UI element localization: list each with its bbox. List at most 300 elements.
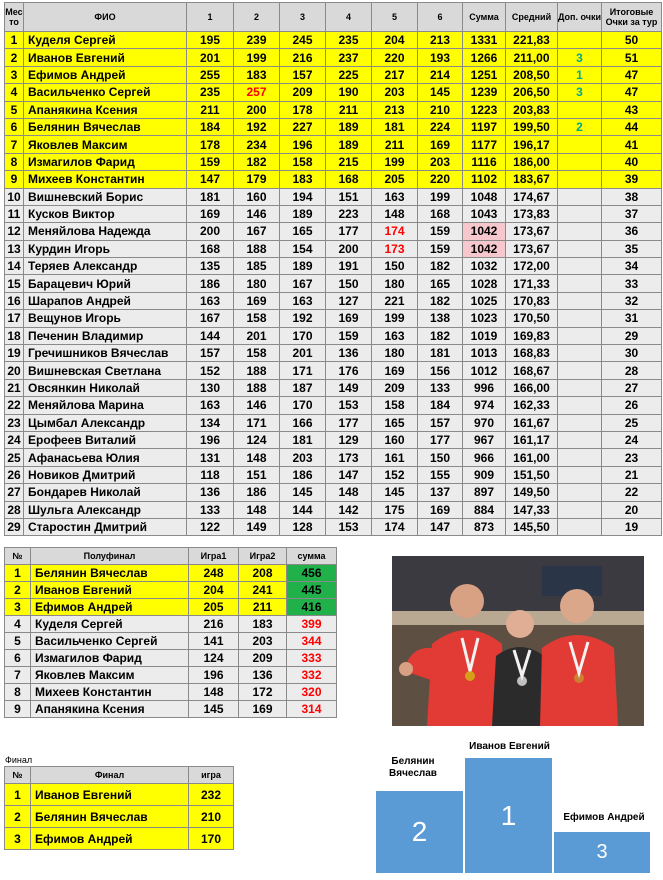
name-cell: Куделя Сергей: [24, 32, 187, 49]
final-name-cell: Иванов Евгений: [31, 784, 189, 806]
game-2-cell: 239: [234, 32, 280, 49]
name-cell: Гречишников Вячеслав: [24, 345, 187, 362]
semifinal-game-1-cell: 124: [189, 650, 239, 667]
place-cell: 15: [5, 275, 24, 292]
game-5-cell: 150: [372, 258, 418, 275]
semifinal-game-1-cell: 196: [189, 667, 239, 684]
standings-row: [5, 118, 662, 135]
semifinal-game-1-cell: 148: [189, 684, 239, 701]
semifinal-game-1-cell: 205: [189, 599, 239, 616]
name-cell: Барацевич Юрий: [24, 275, 187, 292]
final-row: [5, 806, 234, 828]
bonus-cell: [558, 153, 602, 170]
total-cell: 50: [602, 32, 662, 49]
game-1-cell: 195: [187, 32, 234, 49]
semifinal-game-2-cell: 136: [239, 667, 287, 684]
average-cell: 166,00: [506, 379, 558, 396]
game-5-cell: 173: [372, 240, 418, 257]
bonus-cell: [558, 136, 602, 153]
game-4-cell: 169: [326, 310, 372, 327]
game-2-cell: 180: [234, 275, 280, 292]
game-2-cell: 148: [234, 449, 280, 466]
game-1-cell: 136: [187, 484, 234, 501]
game-1-cell: 181: [187, 188, 234, 205]
final-place-cell: 2: [5, 806, 31, 828]
game-5-cell: 152: [372, 466, 418, 483]
header-name: ФИО: [24, 3, 187, 32]
total-cell: 36: [602, 223, 662, 240]
standings-row: [5, 466, 662, 483]
sum-cell: 1043: [463, 205, 506, 222]
semifinal-name-cell: Белянин Вячеслав: [31, 565, 189, 582]
game-1-cell: 196: [187, 431, 234, 448]
name-cell: Ефимов Андрей: [24, 66, 187, 83]
game-4-cell: 215: [326, 153, 372, 170]
header-game-6: 6: [418, 3, 463, 32]
semifinal-place-cell: 8: [5, 684, 31, 701]
sum-cell: 1023: [463, 310, 506, 327]
total-cell: 41: [602, 136, 662, 153]
semifinal-game-2-cell: 183: [239, 616, 287, 633]
game-4-cell: 136: [326, 345, 372, 362]
game-6-cell: 145: [418, 84, 463, 101]
standings-row: [5, 66, 662, 83]
game-1-cell: 169: [187, 205, 234, 222]
standings-row: [5, 275, 662, 292]
game-3-cell: 227: [280, 118, 326, 135]
standings-row: [5, 136, 662, 153]
podium-second-name: Белянин Вячеслав: [389, 756, 437, 779]
game-2-cell: 188: [234, 379, 280, 396]
game-4-cell: 153: [326, 518, 372, 535]
header-game-5: 5: [372, 3, 418, 32]
game-3-cell: 158: [280, 153, 326, 170]
name-cell: Шарапов Андрей: [24, 292, 187, 309]
game-3-cell: 192: [280, 310, 326, 327]
game-1-cell: 163: [187, 292, 234, 309]
header-bonus: Доп. очки: [558, 3, 602, 32]
game-2-cell: 234: [234, 136, 280, 153]
game-4-cell: 189: [326, 136, 372, 153]
game-6-cell: 155: [418, 466, 463, 483]
game-6-cell: 169: [418, 501, 463, 518]
place-cell: 16: [5, 292, 24, 309]
bonus-cell: [558, 484, 602, 501]
bonus-cell: [558, 205, 602, 222]
game-3-cell: 154: [280, 240, 326, 257]
place-cell: 28: [5, 501, 24, 518]
name-cell: Иванов Евгений: [24, 49, 187, 66]
standings-row: [5, 431, 662, 448]
sum-cell: 1048: [463, 188, 506, 205]
total-cell: 40: [602, 153, 662, 170]
game-5-cell: 148: [372, 205, 418, 222]
semifinal-game-2-cell: 169: [239, 701, 287, 718]
bonus-cell: [558, 310, 602, 327]
bonus-cell: [558, 292, 602, 309]
place-cell: 2: [5, 49, 24, 66]
semifinal-header-name: Полуфинал: [31, 548, 189, 565]
average-cell: 183,67: [506, 171, 558, 188]
winners-photo-illustration: [392, 556, 644, 726]
bonus-cell: [558, 379, 602, 396]
game-6-cell: 165: [418, 275, 463, 292]
name-cell: Вишневский Борис: [24, 188, 187, 205]
game-5-cell: 145: [372, 484, 418, 501]
game-1-cell: 133: [187, 501, 234, 518]
game-6-cell: 137: [418, 484, 463, 501]
bonus-cell: [558, 414, 602, 431]
semifinal-game-1-cell: 248: [189, 565, 239, 582]
final-name-cell: Ефимов Андрей: [31, 828, 189, 850]
game-5-cell: 174: [372, 223, 418, 240]
game-3-cell: 201: [280, 345, 326, 362]
game-2-cell: 199: [234, 49, 280, 66]
average-cell: 161,17: [506, 431, 558, 448]
game-1-cell: 157: [187, 345, 234, 362]
header-sum: Сумма: [463, 3, 506, 32]
header-game-1: 1: [187, 3, 234, 32]
header-place: Мес то: [5, 3, 24, 32]
semifinal-name-cell: Апанякина Ксения: [31, 701, 189, 718]
game-6-cell: 159: [418, 240, 463, 257]
game-3-cell: 216: [280, 49, 326, 66]
sum-cell: 966: [463, 449, 506, 466]
bonus-cell: [558, 275, 602, 292]
name-cell: Курдин Игорь: [24, 240, 187, 257]
sum-cell: 1239: [463, 84, 506, 101]
game-6-cell: 210: [418, 101, 463, 118]
semifinal-sum-cell: 399: [287, 616, 337, 633]
podium-first-name: Иванов Евгений: [469, 741, 550, 752]
game-4-cell: 237: [326, 49, 372, 66]
standings-row: [5, 101, 662, 118]
game-2-cell: 188: [234, 240, 280, 257]
game-4-cell: 235: [326, 32, 372, 49]
sum-cell: 1223: [463, 101, 506, 118]
sum-cell: 1266: [463, 49, 506, 66]
game-3-cell: 166: [280, 414, 326, 431]
total-cell: 51: [602, 49, 662, 66]
game-4-cell: 148: [326, 484, 372, 501]
game-1-cell: 163: [187, 397, 234, 414]
game-2-cell: 148: [234, 501, 280, 518]
name-cell: Измагилов Фарид: [24, 153, 187, 170]
semifinal-header-place: №: [5, 548, 31, 565]
podium-second-number: 2: [411, 816, 428, 847]
game-1-cell: 130: [187, 379, 234, 396]
game-2-cell: 160: [234, 188, 280, 205]
game-1-cell: 255: [187, 66, 234, 83]
place-cell: 25: [5, 449, 24, 466]
average-cell: 147,33: [506, 501, 558, 518]
name-cell: Апанякина Ксения: [24, 101, 187, 118]
average-cell: 149,50: [506, 484, 558, 501]
bonus-cell: [558, 188, 602, 205]
sum-cell: 1019: [463, 327, 506, 344]
bonus-cell: [558, 362, 602, 379]
game-3-cell: 170: [280, 327, 326, 344]
standings-row: [5, 327, 662, 344]
game-3-cell: 187: [280, 379, 326, 396]
game-2-cell: 201: [234, 327, 280, 344]
game-4-cell: 142: [326, 501, 372, 518]
semifinal-name-cell: Куделя Сергей: [31, 616, 189, 633]
game-1-cell: 186: [187, 275, 234, 292]
average-cell: 206,50: [506, 84, 558, 101]
game-2-cell: 169: [234, 292, 280, 309]
sum-cell: 1042: [463, 240, 506, 257]
bonus-cell: [558, 397, 602, 414]
game-4-cell: 151: [326, 188, 372, 205]
sum-cell: 1102: [463, 171, 506, 188]
semifinal-game-1-cell: 141: [189, 633, 239, 650]
bonus-cell: [558, 32, 602, 49]
semifinal-row: [5, 650, 337, 667]
winners-photo: [392, 556, 644, 726]
game-6-cell: 224: [418, 118, 463, 135]
standings-row: [5, 310, 662, 327]
game-1-cell: 178: [187, 136, 234, 153]
game-2-cell: 167: [234, 223, 280, 240]
total-cell: 23: [602, 449, 662, 466]
sum-cell: 1042: [463, 223, 506, 240]
average-cell: 186,00: [506, 153, 558, 170]
total-cell: 35: [602, 240, 662, 257]
game-2-cell: 158: [234, 310, 280, 327]
sum-cell: 1197: [463, 118, 506, 135]
name-cell: Шульга Александр: [24, 501, 187, 518]
game-3-cell: 171: [280, 362, 326, 379]
semifinal-place-cell: 2: [5, 582, 31, 599]
game-5-cell: 160: [372, 431, 418, 448]
place-cell: 13: [5, 240, 24, 257]
game-2-cell: 186: [234, 484, 280, 501]
average-cell: 211,00: [506, 49, 558, 66]
total-cell: 33: [602, 275, 662, 292]
place-cell: 10: [5, 188, 24, 205]
place-cell: 14: [5, 258, 24, 275]
place-cell: 20: [5, 362, 24, 379]
header-average: Средний: [506, 3, 558, 32]
average-cell: 145,50: [506, 518, 558, 535]
bonus-cell: 2: [558, 118, 602, 135]
total-cell: 27: [602, 379, 662, 396]
game-6-cell: 203: [418, 153, 463, 170]
game-5-cell: 217: [372, 66, 418, 83]
place-cell: 8: [5, 153, 24, 170]
game-4-cell: 225: [326, 66, 372, 83]
game-4-cell: 223: [326, 205, 372, 222]
game-5-cell: 199: [372, 153, 418, 170]
place-cell: 21: [5, 379, 24, 396]
semifinal-game-1-cell: 204: [189, 582, 239, 599]
semifinal-sum-cell: 445: [287, 582, 337, 599]
semifinal-place-cell: 1: [5, 565, 31, 582]
place-cell: 1: [5, 32, 24, 49]
place-cell: 22: [5, 397, 24, 414]
standings-row: [5, 188, 662, 205]
semifinal-name-cell: Иванов Евгений: [31, 582, 189, 599]
average-cell: 151,50: [506, 466, 558, 483]
sum-cell: 1028: [463, 275, 506, 292]
game-3-cell: 209: [280, 84, 326, 101]
game-3-cell: 145: [280, 484, 326, 501]
place-cell: 11: [5, 205, 24, 222]
podium-third-number: 3: [596, 841, 608, 863]
game-4-cell: 176: [326, 362, 372, 379]
name-cell: Теряев Александр: [24, 258, 187, 275]
game-4-cell: 159: [326, 327, 372, 344]
name-cell: Вишневская Светлана: [24, 362, 187, 379]
semifinal-place-cell: 6: [5, 650, 31, 667]
standings-row: [5, 153, 662, 170]
semifinal-sum-cell: 333: [287, 650, 337, 667]
game-3-cell: 178: [280, 101, 326, 118]
name-cell: Васильченко Сергей: [24, 84, 187, 101]
game-5-cell: 205: [372, 171, 418, 188]
total-cell: 21: [602, 466, 662, 483]
game-4-cell: 173: [326, 449, 372, 466]
total-cell: 20: [602, 501, 662, 518]
standings-row: [5, 205, 662, 222]
semifinal-sum-cell: 416: [287, 599, 337, 616]
standings-row: [5, 414, 662, 431]
game-4-cell: 129: [326, 431, 372, 448]
sum-cell: 967: [463, 431, 506, 448]
game-6-cell: 182: [418, 258, 463, 275]
bonus-cell: [558, 327, 602, 344]
game-4-cell: 149: [326, 379, 372, 396]
name-cell: Меняйлова Надежда: [24, 223, 187, 240]
semifinal-game-1-cell: 145: [189, 701, 239, 718]
semifinal-place-cell: 3: [5, 599, 31, 616]
game-3-cell: 144: [280, 501, 326, 518]
game-4-cell: 153: [326, 397, 372, 414]
total-cell: 31: [602, 310, 662, 327]
name-cell: Старостин Дмитрий: [24, 518, 187, 535]
game-4-cell: 127: [326, 292, 372, 309]
name-cell: Цымбал Александр: [24, 414, 187, 431]
final-row: [5, 784, 234, 806]
game-2-cell: 171: [234, 414, 280, 431]
average-cell: 174,67: [506, 188, 558, 205]
game-3-cell: 165: [280, 223, 326, 240]
game-5-cell: 211: [372, 136, 418, 153]
game-3-cell: 167: [280, 275, 326, 292]
place-cell: 4: [5, 84, 24, 101]
game-6-cell: 177: [418, 431, 463, 448]
semifinal-name-cell: Яковлев Максим: [31, 667, 189, 684]
sum-cell: 1116: [463, 153, 506, 170]
place-cell: 26: [5, 466, 24, 483]
place-cell: 29: [5, 518, 24, 535]
name-cell: Кусков Виктор: [24, 205, 187, 222]
game-5-cell: 165: [372, 414, 418, 431]
game-3-cell: 196: [280, 136, 326, 153]
average-cell: 170,83: [506, 292, 558, 309]
standings-row: [5, 258, 662, 275]
standings-row: [5, 518, 662, 535]
game-3-cell: 157: [280, 66, 326, 83]
bonus-cell: [558, 431, 602, 448]
standings-row: [5, 171, 662, 188]
game-3-cell: 183: [280, 171, 326, 188]
semifinal-header-row: [5, 548, 337, 565]
semifinal-row: [5, 667, 337, 684]
name-cell: Печенин Владимир: [24, 327, 187, 344]
semifinal-header-game-1: Игра1: [189, 548, 239, 565]
game-3-cell: 194: [280, 188, 326, 205]
place-cell: 3: [5, 66, 24, 83]
total-cell: 32: [602, 292, 662, 309]
game-6-cell: 138: [418, 310, 463, 327]
average-cell: 168,83: [506, 345, 558, 362]
podium-first-block: [465, 758, 552, 873]
semifinal-place-cell: 9: [5, 701, 31, 718]
game-4-cell: 200: [326, 240, 372, 257]
total-cell: 26: [602, 397, 662, 414]
game-5-cell: 163: [372, 327, 418, 344]
game-2-cell: 146: [234, 397, 280, 414]
average-cell: 171,33: [506, 275, 558, 292]
standings-row: [5, 362, 662, 379]
standings-row: [5, 449, 662, 466]
name-cell: Новиков Дмитрий: [24, 466, 187, 483]
game-3-cell: 203: [280, 449, 326, 466]
game-1-cell: 131: [187, 449, 234, 466]
game-1-cell: 200: [187, 223, 234, 240]
podium-first-number: 1: [500, 800, 517, 831]
game-6-cell: 182: [418, 292, 463, 309]
game-6-cell: 220: [418, 171, 463, 188]
final-name-cell: Белянин Вячеслав: [31, 806, 189, 828]
game-2-cell: 200: [234, 101, 280, 118]
sum-cell: 996: [463, 379, 506, 396]
average-cell: 203,83: [506, 101, 558, 118]
bonus-cell: [558, 223, 602, 240]
game-4-cell: 191: [326, 258, 372, 275]
semifinal-row: [5, 582, 337, 599]
game-5-cell: 220: [372, 49, 418, 66]
game-5-cell: 169: [372, 362, 418, 379]
total-cell: 47: [602, 66, 662, 83]
game-2-cell: 257: [234, 84, 280, 101]
semifinal-place-cell: 7: [5, 667, 31, 684]
average-cell: 169,83: [506, 327, 558, 344]
average-cell: 170,50: [506, 310, 558, 327]
name-cell: Овсянкин Николай: [24, 379, 187, 396]
game-1-cell: 211: [187, 101, 234, 118]
game-6-cell: 199: [418, 188, 463, 205]
semifinal-place-cell: 4: [5, 616, 31, 633]
game-6-cell: 159: [418, 223, 463, 240]
bonus-cell: [558, 240, 602, 257]
game-6-cell: 181: [418, 345, 463, 362]
semifinal-name-cell: Измагилов Фарид: [31, 650, 189, 667]
game-6-cell: 133: [418, 379, 463, 396]
place-cell: 27: [5, 484, 24, 501]
game-3-cell: 170: [280, 397, 326, 414]
game-6-cell: 168: [418, 205, 463, 222]
game-2-cell: 158: [234, 345, 280, 362]
game-4-cell: 190: [326, 84, 372, 101]
game-4-cell: 177: [326, 414, 372, 431]
standings-row: [5, 240, 662, 257]
name-cell: Бондарев Николай: [24, 484, 187, 501]
semifinal-row: [5, 565, 337, 582]
bonus-cell: [558, 345, 602, 362]
